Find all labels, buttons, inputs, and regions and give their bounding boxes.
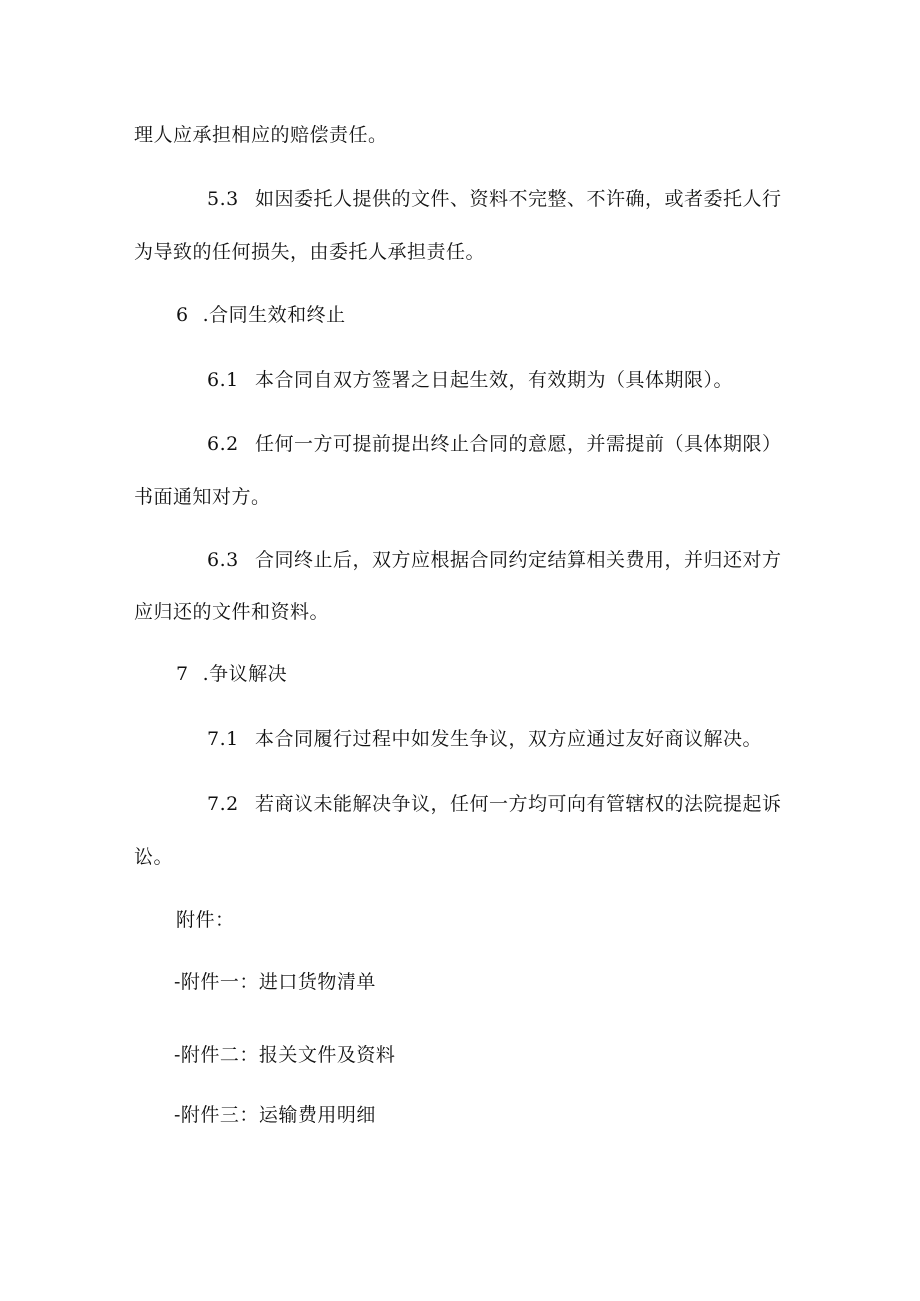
clause-7-1-line-1 — [207, 727, 762, 751]
clause-6-3-line-1 — [207, 548, 782, 572]
clause-5-3-line-2: 为导致的任何损失，由委托人承担责任。 — [134, 241, 486, 263]
clause-text: 任何一方可提前提出终止合同的意愿，并需提前（具体期限） — [255, 433, 782, 455]
clause-number: 6.1 — [207, 369, 239, 391]
clause-number: 7.1 — [207, 728, 239, 750]
paragraph-line: 理人应承担相应的赔偿责任。 — [134, 124, 388, 146]
attachments-heading: 附件： — [176, 909, 235, 931]
clause-6-2-line-1 — [207, 432, 782, 456]
section-number: 6 — [176, 304, 189, 326]
section-title: .合同生效和终止 — [202, 304, 346, 326]
attachment-item: -附件三：运输费用明细 — [174, 1104, 376, 1126]
clause-number: 5.3 — [207, 188, 239, 210]
attachment-item: -附件二：报关文件及资料 — [174, 1044, 396, 1066]
clause-6-3-line-2: 应归还的文件和资料。 — [134, 601, 330, 623]
attachment-item: -附件一：进口货物清单 — [174, 971, 376, 993]
clause-number: 6.3 — [207, 549, 239, 571]
clause-7-2-line-1 — [207, 792, 782, 816]
clause-5-3-line-1 — [207, 187, 782, 211]
section-7-heading — [176, 662, 287, 686]
clause-text: 本合同自双方签署之日起生效，有效期为（具体期限）。 — [255, 369, 734, 391]
clause-6-2-line-2: 书面通知对方。 — [134, 486, 271, 508]
section-6-heading — [176, 303, 346, 327]
section-number: 7 — [176, 663, 189, 685]
clause-text: 如因委托人提供的文件、资料不完整、不许确，或者委托人行 — [255, 188, 782, 210]
clause-6-1-line-1 — [207, 368, 733, 392]
clause-text: 本合同履行过程中如发生争议，双方应通过友好商议解决。 — [255, 728, 763, 750]
clause-7-2-line-2: 讼。 — [134, 846, 174, 868]
clause-text: 若商议未能解决争议，任何一方均可向有管辖权的法院提起诉 — [255, 793, 782, 815]
clause-number: 7.2 — [207, 793, 239, 815]
clause-number: 6.2 — [207, 433, 239, 455]
clause-text: 合同终止后，双方应根据合同约定结算相关费用，并归还对方 — [255, 549, 782, 571]
section-title: .争议解决 — [202, 663, 288, 685]
